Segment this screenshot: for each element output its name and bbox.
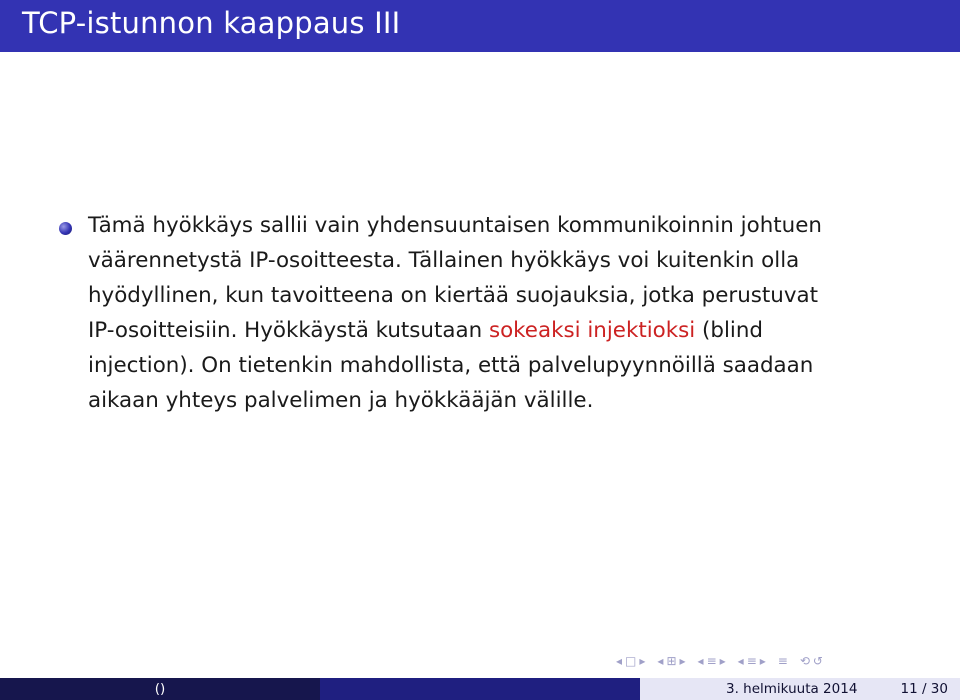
bullet-line-1: Tämä hyökkäys sallii vain yhdensuuntaisen kommunikoinnin johtuen [88, 213, 822, 238]
nav-section-next-icon[interactable]: ▸ [719, 654, 726, 668]
bullet-line-4-pre: IP-osoitteisiin. Hyökkäystä kutsutaan [88, 318, 489, 343]
nav-part-next-icon[interactable]: ▸ [759, 654, 766, 668]
nav-section-prev-icon[interactable]: ◂ [697, 654, 704, 668]
nav-section-icon[interactable]: ≡ [706, 654, 717, 668]
footer-date-box [640, 678, 960, 700]
bullet-line-3: hyödyllinen, kun tavoitteena on kiertää suojauksia, jotka perustuvat [88, 283, 819, 308]
bullet-line-6: aikaan yhteys palvelimen ja hyökkääjän välille. [88, 388, 594, 413]
beamer-navigation [616, 652, 823, 670]
footer-title-box [320, 678, 640, 700]
bullet-line-5: injection). On tietenkin mahdollista, että palvelupyynnöillä saadaan [88, 353, 814, 378]
nav-last-icon[interactable]: ≡ [777, 654, 788, 668]
bullet-line-2: väärennetystä IP-osoitteesta. Tällainen hyökkäys voi kuitenkin olla [88, 248, 800, 273]
slide-body [56, 208, 936, 418]
nav-subsection-prev-icon[interactable]: ◂ [657, 654, 664, 668]
slide-title-bar [0, 0, 960, 52]
bullet-item [56, 208, 936, 418]
nav-first-icon[interactable]: ◂ [616, 654, 623, 668]
footer-page-number: 11 / 30 [900, 681, 948, 697]
footer-author: () [154, 681, 166, 697]
nav-frame-forward-icon[interactable]: ▸ [679, 654, 686, 668]
nav-part-icon[interactable]: ≡ [746, 654, 757, 668]
highlighted-term: sokeaksi injektioksi [488, 318, 696, 343]
nav-back-forward-icon[interactable]: ↺ [812, 654, 823, 668]
slide-footer [0, 678, 960, 700]
bullet-line-4 [88, 313, 936, 348]
nav-subsection-next-icon[interactable]: ⊞ [666, 654, 677, 668]
nav-part-prev-icon[interactable]: ◂ [737, 654, 744, 668]
slide-title: TCP-istunnon kaappaus III [22, 6, 401, 40]
bullet-ball-icon [59, 222, 72, 235]
footer-date: 3. helmikuuta 2014 [726, 681, 858, 697]
nav-frame-next-icon[interactable]: ▸ [639, 654, 646, 668]
footer-author-box [0, 678, 320, 700]
nav-search-icon[interactable]: ⟲ [799, 654, 810, 668]
bullet-line-4-post: (blind [695, 318, 763, 343]
nav-frame-prev-icon[interactable]: □ [625, 654, 637, 668]
